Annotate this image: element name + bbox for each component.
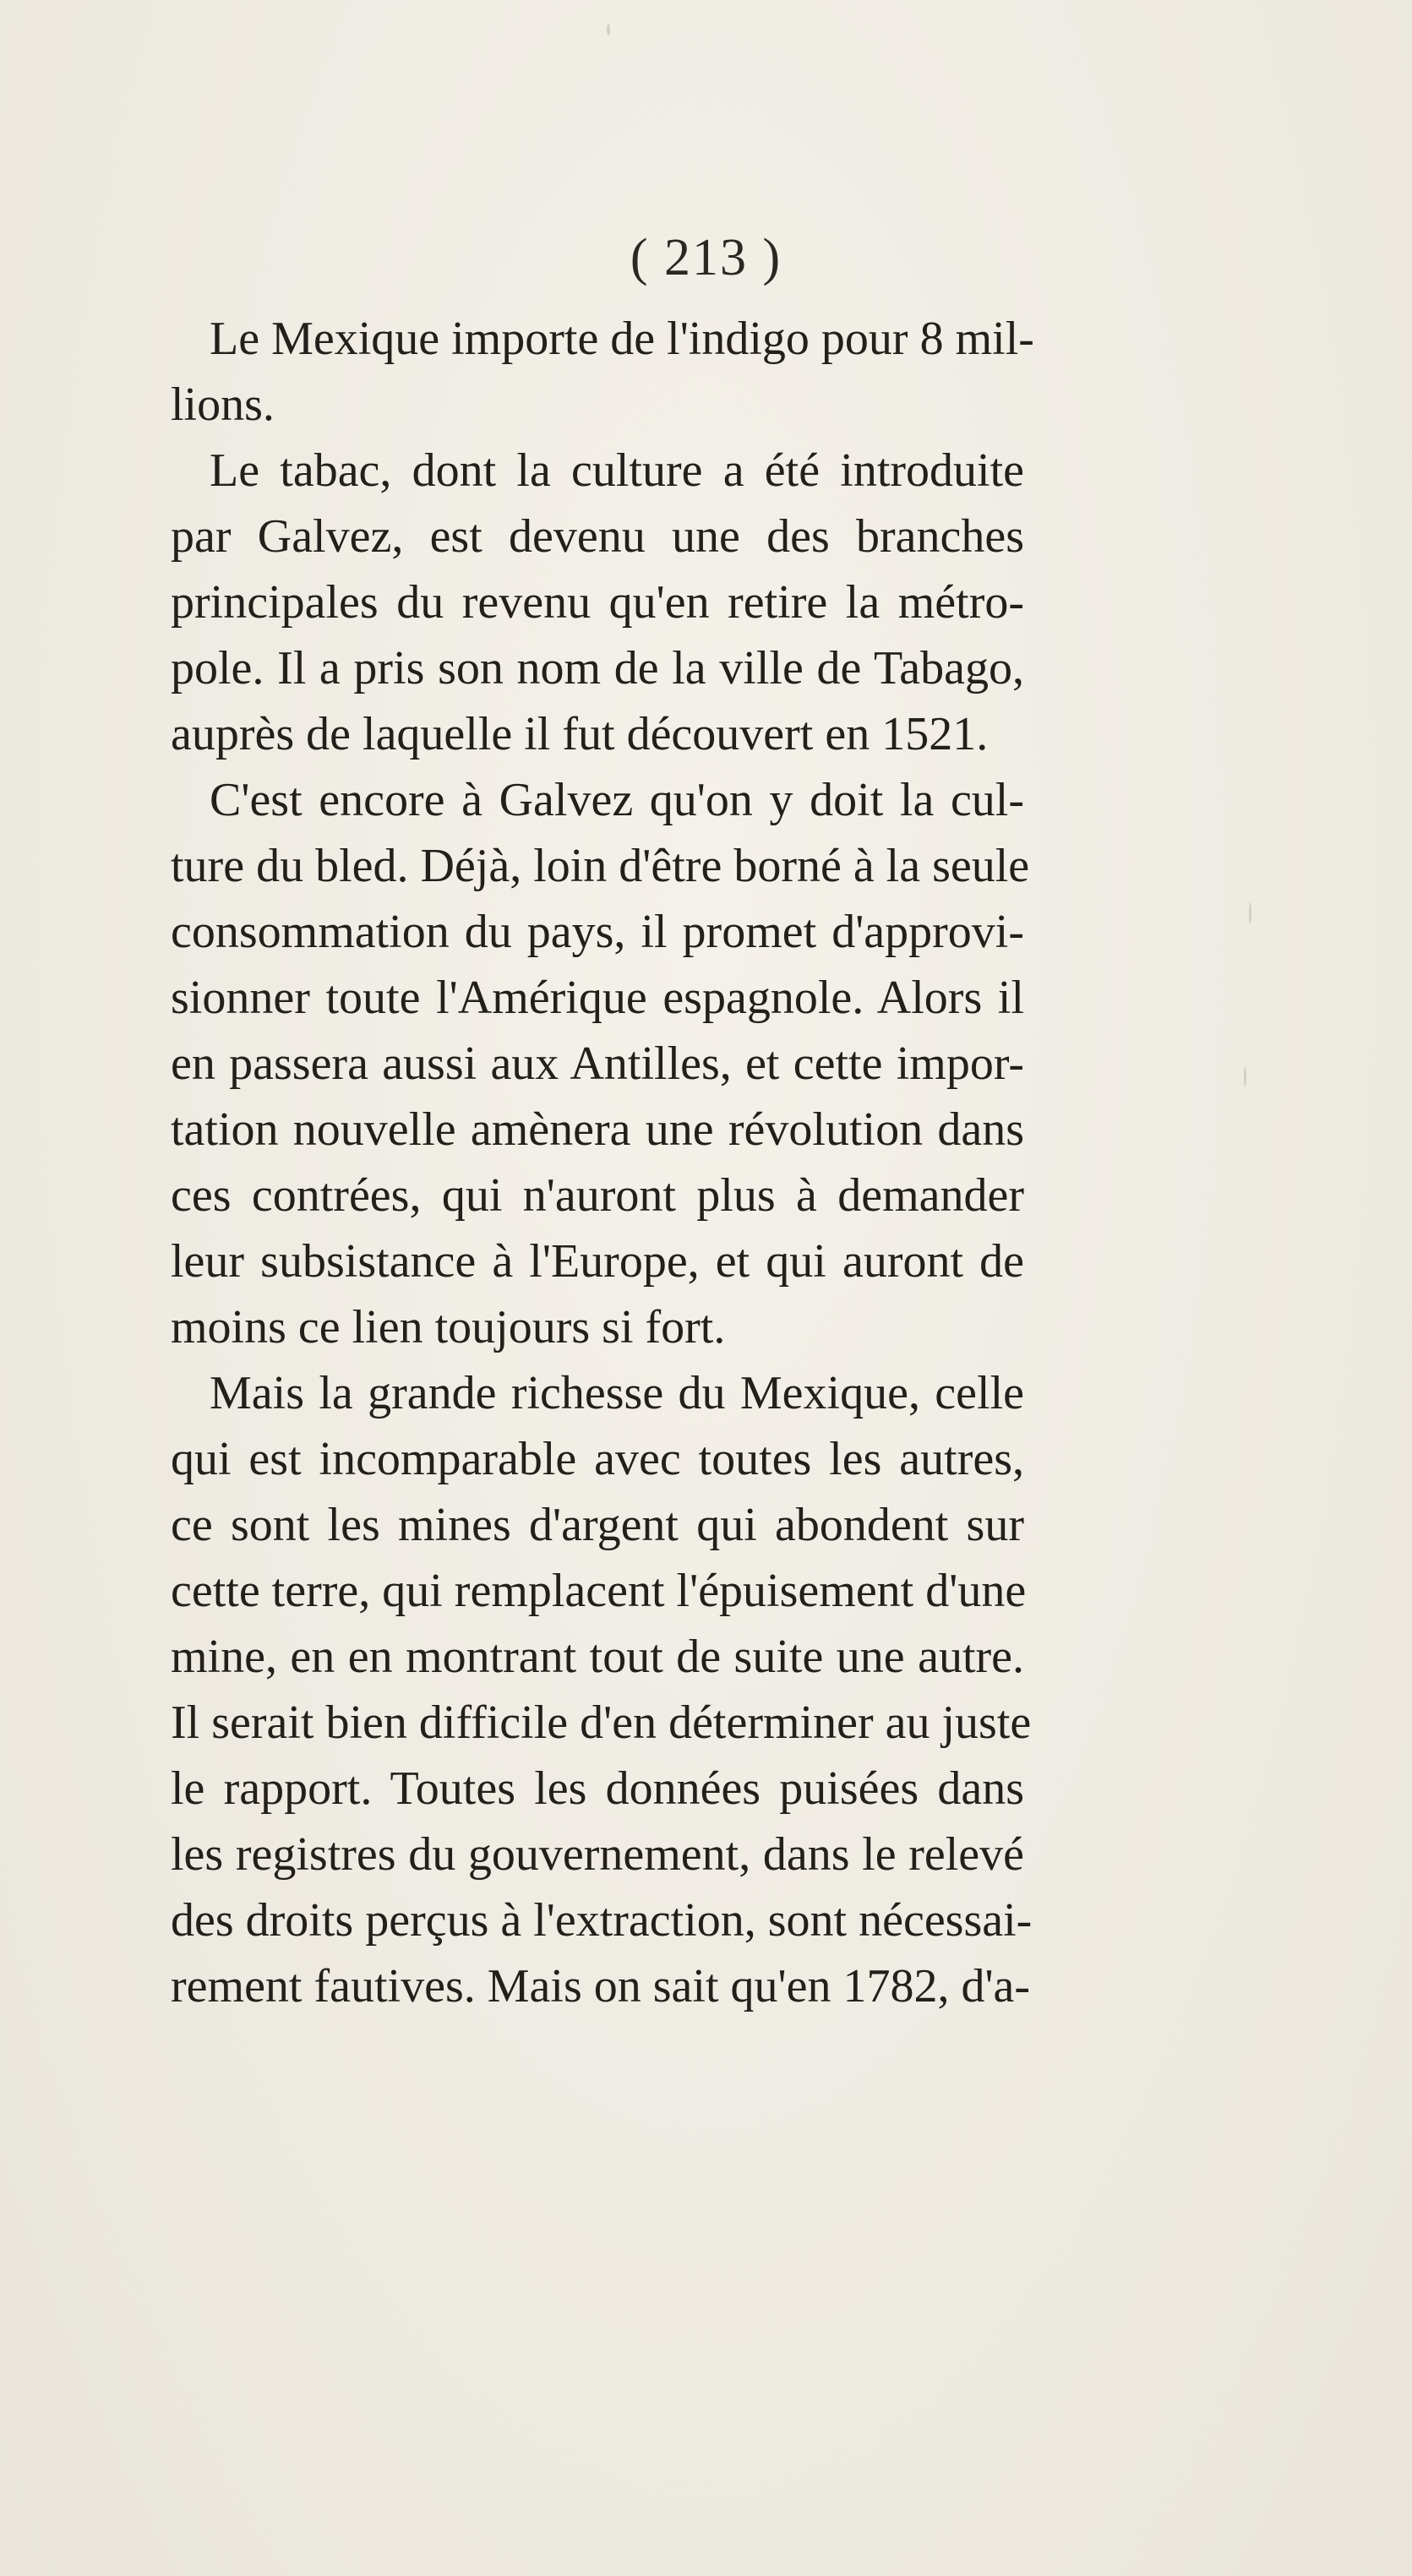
text-line: sionner toute l'Amérique espagnole. Alors il [171,972,1024,1024]
body-text [171,306,1034,2019]
text-line: moins ce lien toujours si fort. [171,1301,726,1353]
paper-speck [1249,902,1251,924]
text-line: le rapport. Toutes les données puisées dans [171,1762,1024,1815]
text-line: Il serait bien difficile d'en déterminer au juste [171,1696,1032,1749]
text-line: Le Mexique importe de l'indigo pour 8 mil- [210,313,1034,365]
text-line: tation nouvelle amènera une révolution dans [171,1103,1024,1156]
text-line: cette terre, qui remplacent l'épuisement d'une [171,1565,1027,1617]
page-number: ( 213 ) [630,229,782,286]
text-line: des droits perçus à l'extraction, sont nécessai- [171,1894,1033,1947]
text-line: principales du revenu qu'en retire la métro- [171,576,1024,629]
text-line: mine, en en montrant tout de suite une autre. [171,1631,1024,1683]
text-line: leur subsistance à l'Europe, et qui auront de [171,1235,1024,1288]
text-line: lions. [171,379,275,431]
text-line: ce sont les mines d'argent qui abondent sur [171,1499,1024,1551]
text-line: les registres du gouvernement, dans le relevé [171,1828,1024,1881]
text-line: en passera aussi aux Antilles, et cette impor- [171,1037,1024,1090]
text-line: qui est incomparable avec toutes les autres, [171,1433,1024,1485]
text-line: rement fautives. Mais on sait qu'en 1782, d'a- [171,1960,1031,2012]
text-line: C'est encore à Galvez qu'on y doit la cul- [210,774,1024,826]
text-line: par Galvez, est devenu une des branches [171,510,1024,563]
text-line: ces contrées, qui n'auront plus à demander [171,1169,1024,1222]
text-line: Mais la grande richesse du Mexique, celle [210,1367,1024,1419]
text-line: Le tabac, dont la culture a été introduite [210,444,1024,497]
paper-speck [1244,1066,1246,1086]
paper-speck [607,24,610,35]
text-line: auprès de laquelle il fut découvert en 1521. [171,708,989,760]
text-line: pole. Il a pris son nom de la ville de Tabago, [171,642,1024,694]
text-line: ture du bled. Déjà, loin d'être borné à la seule [171,840,1030,892]
text-line: consommation du pays, il promet d'approvi- [171,906,1024,958]
